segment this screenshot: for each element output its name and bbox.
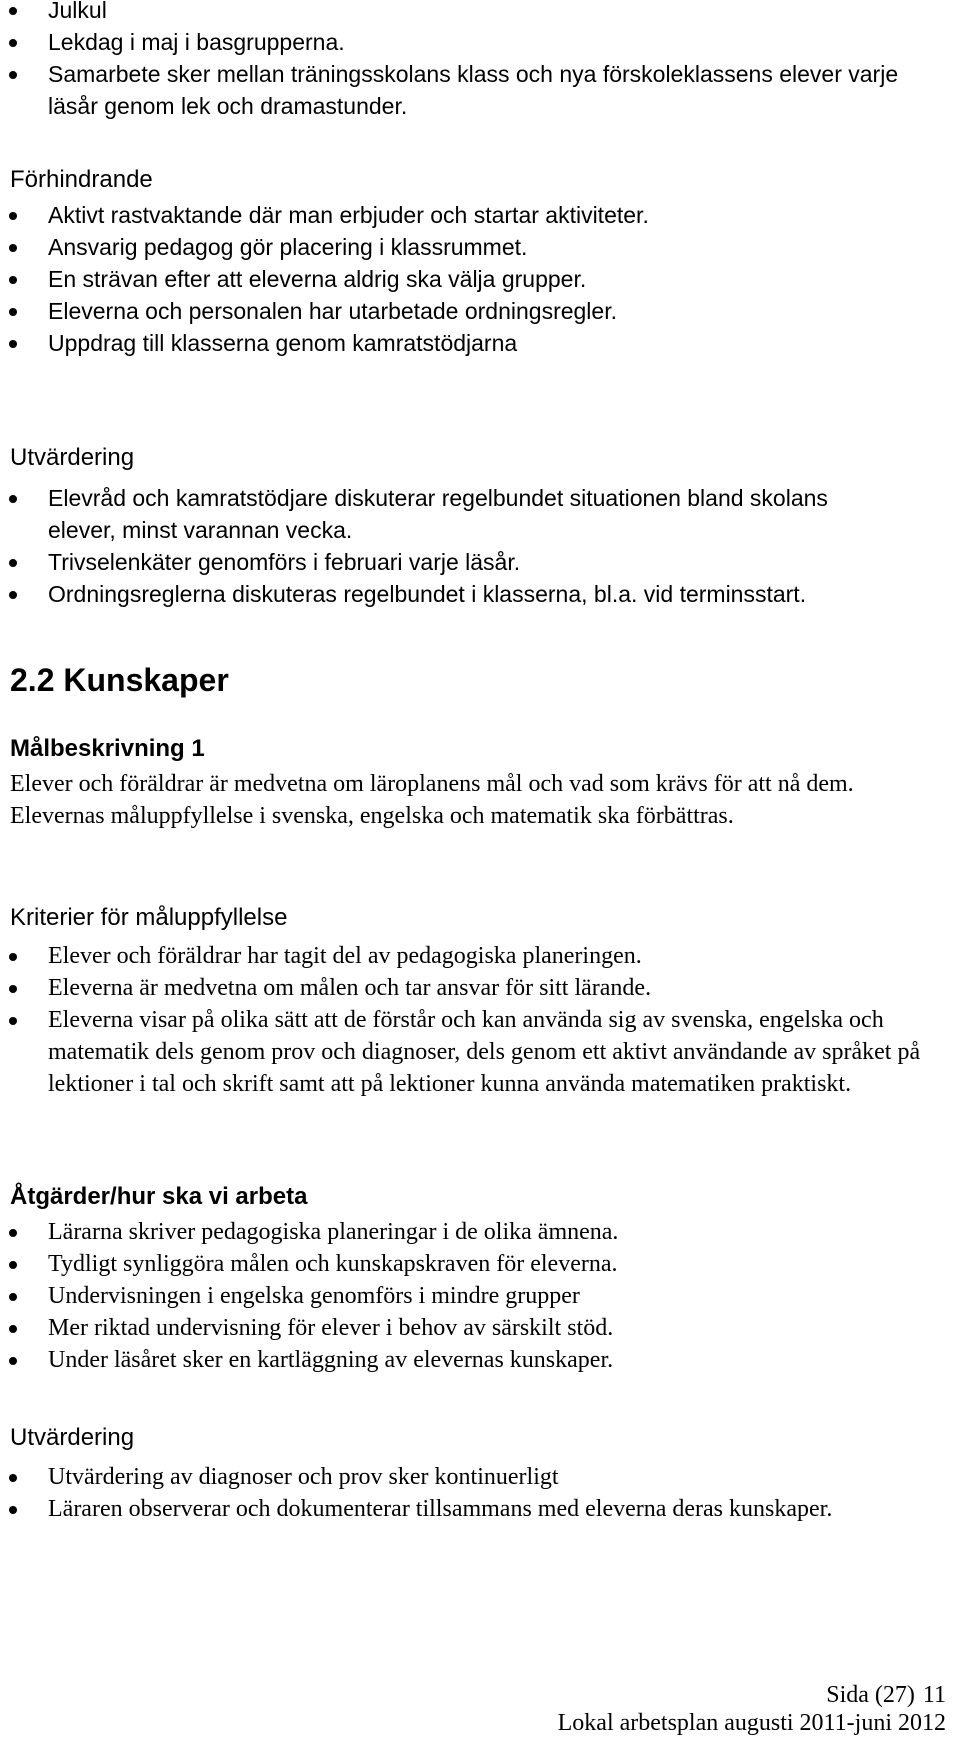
intro-list bbox=[0, 0, 940, 122]
page-label: Sida (27) bbox=[826, 1682, 915, 1708]
page-footer-title: Lokal arbetsplan augusti 2011-juni 2012 bbox=[557, 1710, 946, 1736]
list-item: En strävan efter att eleverna aldrig ska välja grupper. bbox=[0, 263, 940, 295]
malbeskrivning-text bbox=[10, 768, 940, 832]
list-item: Eleverna är medvetna om målen och tar ansvar för sitt lärande. bbox=[0, 972, 940, 1004]
list-item: Undervisningen i engelska genomförs i mindre grupper bbox=[0, 1280, 940, 1312]
page-footer-number bbox=[826, 1680, 946, 1710]
list-item: Aktivt rastvaktande där man erbjuder och startar aktiviteter. bbox=[0, 199, 940, 231]
paragraph: Elever och föräldrar är medvetna om läroplanens mål och vad som krävs för att nå dem. bbox=[10, 771, 854, 797]
utvardering-section-1 bbox=[10, 442, 960, 474]
kunskaper-section bbox=[10, 660, 960, 700]
list-item: Tydligt synliggöra målen och kunskapskraven för eleverna. bbox=[0, 1248, 940, 1280]
paragraph: Elevernas måluppfyllelse i svenska, engelska och matematik ska förbättras. bbox=[10, 803, 734, 829]
utvardering-heading: Utvärdering bbox=[10, 1424, 135, 1451]
list-item: Elever och föräldrar har tagit del av pedagogiska planeringen. bbox=[0, 940, 940, 972]
malbeskrivning-heading: Målbeskrivning 1 bbox=[10, 735, 205, 762]
atgarder-list bbox=[0, 1216, 940, 1376]
utvardering-list-2 bbox=[0, 1461, 900, 1525]
list-item: Ordningsreglerna diskuteras regelbundet i klasserna, bl.a. vid terminsstart. bbox=[0, 578, 870, 610]
utvardering-section-2 bbox=[10, 1422, 960, 1454]
forhindrande-heading: Förhindrande bbox=[10, 166, 153, 193]
list-item: Läraren observerar och dokumenterar tillsammans med eleverna deras kunskaper. bbox=[0, 1493, 900, 1525]
list-item: Julkul bbox=[0, 0, 940, 26]
atgarder-heading: Åtgärder/hur ska vi arbeta bbox=[10, 1183, 308, 1210]
list-item: Uppdrag till klasserna genom kamratstödjarna bbox=[0, 327, 940, 359]
malbeskrivning bbox=[10, 733, 960, 765]
kriterier-heading: Kriterier för måluppfyllelse bbox=[10, 904, 288, 931]
kriterier-list bbox=[0, 940, 940, 1100]
forhindrande-list bbox=[0, 199, 940, 359]
list-item: Trivselenkäter genomförs i februari varje läsår. bbox=[0, 546, 870, 578]
kriterier-section bbox=[10, 902, 960, 934]
list-item: Under läsåret sker en kartläggning av elevernas kunskaper. bbox=[0, 1344, 940, 1376]
section-title: 2.2 Kunskaper bbox=[10, 662, 229, 698]
page-number: 11 bbox=[922, 1682, 946, 1708]
list-item: Utvärdering av diagnoser och prov sker kontinuerligt bbox=[0, 1461, 900, 1493]
list-item: Lärarna skriver pedagogiska planeringar i de olika ämnena. bbox=[0, 1216, 940, 1248]
atgarder-section bbox=[10, 1181, 960, 1213]
forhindrande-section bbox=[10, 164, 960, 196]
list-item: Lekdag i maj i basgrupperna. bbox=[0, 26, 940, 58]
list-item: Ansvarig pedagog gör placering i klassrummet. bbox=[0, 231, 940, 263]
list-item: Mer riktad undervisning för elever i behov av särskilt stöd. bbox=[0, 1312, 940, 1344]
list-item: Elevråd och kamratstödjare diskuterar regelbundet situationen bland skolans elever, minst varannan vecka. bbox=[0, 482, 870, 546]
list-item: Samarbete sker mellan träningsskolans klass och nya förskoleklassens elever varje läsår genom lek och dramastunder. bbox=[0, 58, 940, 122]
list-item: Eleverna visar på olika sätt att de förstår och kan använda sig av svenska, engelska och matematik dels genom prov och diagnoser, dels genom ett aktivt användande av språket på lektioner i tal och skrift samt att på lektioner kunna använda matematiken praktiskt. bbox=[0, 1004, 940, 1100]
utvardering-list-1 bbox=[0, 482, 870, 610]
utvardering-heading: Utvärdering bbox=[10, 444, 135, 471]
list-item: Eleverna och personalen har utarbetade ordningsregler. bbox=[0, 295, 940, 327]
